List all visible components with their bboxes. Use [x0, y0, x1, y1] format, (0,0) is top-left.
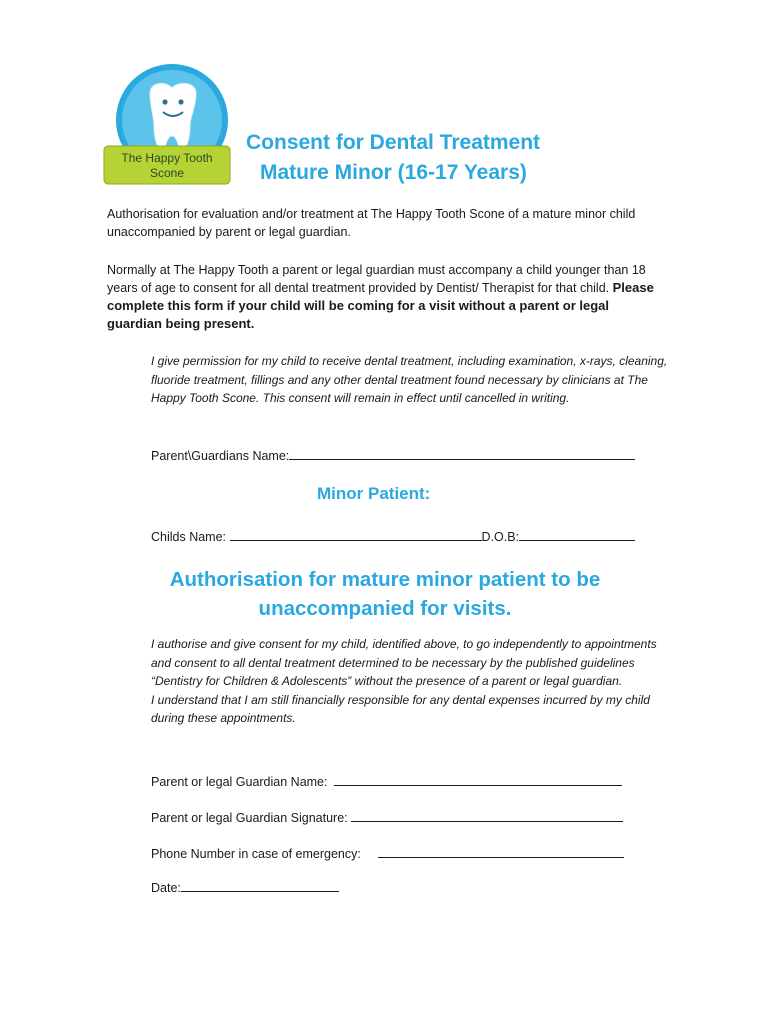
- authorisation-statement: [151, 635, 671, 728]
- parent-guardian-name-label: Parent\Guardians Name:: [151, 449, 290, 463]
- dob-label: D.O.B:: [481, 530, 520, 544]
- legal-guardian-signature-line[interactable]: [351, 809, 623, 822]
- requirement-paragraph: [107, 261, 667, 333]
- childs-name-line[interactable]: [230, 528, 482, 541]
- childs-name-field[interactable]: [151, 528, 635, 544]
- requirement-emphasis: Please complete this form if your child will be coming for a visit without a parent or legal guardian being present.: [107, 280, 654, 331]
- childs-name-label: Childs Name:: [151, 530, 227, 544]
- authorisation-heading-line-2: unaccompanied for visits.: [258, 597, 512, 620]
- permission-statement: I give permission for my child to receive dental treatment, including examination, x-rays, cleaning, fluoride treatment, fillings and any other dental treatment found necessary by clinicians at The Happy Tooth Scone. This consent will remain in effect until cancelled in writing.: [151, 354, 668, 405]
- legal-guardian-signature-field[interactable]: [151, 809, 623, 825]
- intro-paragraph: Authorisation for evaluation and/or treatment at The Happy Tooth Scone of a mature minor child unaccompanied by parent or legal guardian.: [107, 207, 636, 239]
- date-label: Date:: [151, 881, 181, 895]
- page-title: [246, 128, 606, 188]
- svg-text:The Happy Tooth: The Happy Tooth: [121, 151, 213, 165]
- happy-tooth-logo: [100, 62, 246, 188]
- authorisation-text-2: I understand that I am still financially responsible for any dental expenses incurred by my child during these appointments.: [151, 692, 650, 725]
- minor-patient-heading: Minor Patient:: [317, 484, 431, 503]
- emergency-phone-line[interactable]: [378, 845, 624, 858]
- parent-guardian-name-field[interactable]: [151, 447, 635, 463]
- date-line[interactable]: [181, 879, 339, 892]
- authorisation-heading-line-1: Authorisation for mature minor patient to be: [169, 568, 601, 591]
- title-line-1: Consent for Dental Treatment: [246, 131, 541, 154]
- date-field[interactable]: [151, 879, 339, 895]
- emergency-phone-field[interactable]: [151, 845, 624, 861]
- svg-text:Scone: Scone: [149, 166, 185, 180]
- title-line-2: Mature Minor (16-17 Years): [260, 161, 527, 184]
- authorisation-heading: [100, 565, 670, 623]
- legal-guardian-name-field[interactable]: [151, 773, 622, 789]
- legal-guardian-name-label: Parent or legal Guardian Name:: [151, 775, 328, 789]
- legal-guardian-signature-label: Parent or legal Guardian Signature:: [151, 811, 348, 825]
- legal-guardian-name-line[interactable]: [334, 773, 622, 786]
- parent-guardian-name-line[interactable]: [289, 447, 635, 460]
- emergency-phone-label: Phone Number in case of emergency:: [151, 847, 361, 861]
- authorisation-text-1: I authorise and give consent for my child, identified above, to go independently to appointments and consent to all dental treatment determined to be necessary by the published guidelines “Dentistry for Children & Adolescents” without the presence of a parent or legal guardian.: [151, 637, 657, 688]
- dob-line[interactable]: [519, 528, 635, 541]
- requirement-text: Normally at The Happy Tooth a parent or legal guardian must accompany a child younger than 18 years of age to consent for all dental treatment provided by Dentist/ Therapist for that child.: [107, 263, 646, 295]
